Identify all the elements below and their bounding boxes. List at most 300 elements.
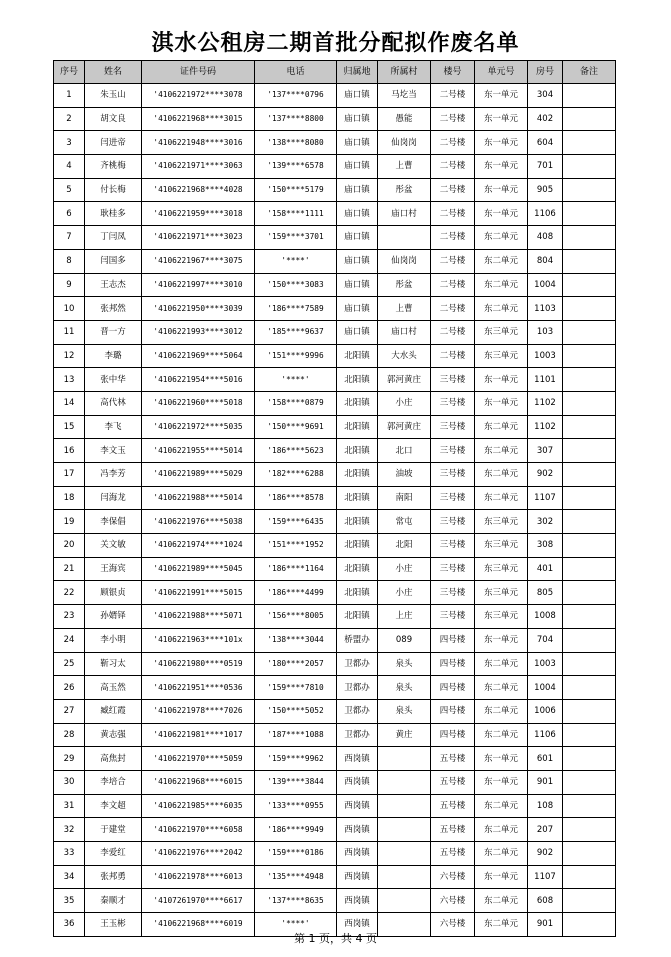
name-cell: 李璐 [85, 344, 142, 368]
name-cell: 于建堂 [85, 818, 142, 842]
unit-cell: 东一单元 [475, 84, 528, 108]
unit-cell: 东三单元 [475, 557, 528, 581]
region-cell: 北阳镇 [337, 368, 378, 392]
village-cell [378, 889, 431, 913]
remark-cell [563, 84, 616, 108]
seq-cell: 27 [54, 699, 85, 723]
seq-cell: 36 [54, 913, 85, 937]
building-cell: 四号楼 [431, 628, 475, 652]
table-row [54, 273, 616, 297]
region-cell: 庙口镇 [337, 320, 378, 344]
id-number-cell: '4106221972****5035 [142, 415, 255, 439]
unit-cell: 东一单元 [475, 107, 528, 131]
unit-cell: 东二单元 [475, 249, 528, 273]
phone-cell: '159****3701 [255, 226, 337, 250]
remark-cell [563, 273, 616, 297]
unit-cell: 东二单元 [475, 699, 528, 723]
room-cell: 804 [528, 249, 563, 273]
village-cell [378, 865, 431, 889]
name-cell: 李培合 [85, 770, 142, 794]
room-cell: 905 [528, 178, 563, 202]
region-cell: 北阳镇 [337, 439, 378, 463]
seq-cell: 19 [54, 510, 85, 534]
building-cell: 三号楼 [431, 581, 475, 605]
id-number-cell: '4106221948****3016 [142, 131, 255, 155]
id-number-cell: '4106221981****1017 [142, 723, 255, 747]
seq-cell: 17 [54, 463, 85, 487]
table-body [54, 84, 616, 937]
room-cell: 1106 [528, 202, 563, 226]
allocation-table [53, 60, 616, 937]
id-number-cell: '4106221976****2042 [142, 842, 255, 866]
seq-cell: 13 [54, 368, 85, 392]
table-row [54, 439, 616, 463]
village-cell: 庙口村 [378, 320, 431, 344]
room-cell: 1004 [528, 273, 563, 297]
building-cell: 五号楼 [431, 770, 475, 794]
seq-cell: 33 [54, 842, 85, 866]
seq-cell: 31 [54, 794, 85, 818]
region-cell: 北阳镇 [337, 486, 378, 510]
name-cell: 齐桃梅 [85, 155, 142, 179]
table-row [54, 557, 616, 581]
column-header: 单元号 [475, 61, 528, 84]
unit-cell: 东一单元 [475, 747, 528, 771]
phone-cell: '150****3083 [255, 273, 337, 297]
name-cell: 闫国多 [85, 249, 142, 273]
seq-cell: 30 [54, 770, 85, 794]
phone-cell: '180****2057 [255, 652, 337, 676]
name-cell: 李小明 [85, 628, 142, 652]
remark-cell [563, 131, 616, 155]
village-cell: 常屯 [378, 510, 431, 534]
region-cell: 北阳镇 [337, 605, 378, 629]
phone-cell: '137****8800 [255, 107, 337, 131]
name-cell: 朱玉山 [85, 84, 142, 108]
village-cell: 油坡 [378, 463, 431, 487]
room-cell: 1008 [528, 605, 563, 629]
id-number-cell: '4106221971****3023 [142, 226, 255, 250]
phone-cell: '182****6288 [255, 463, 337, 487]
remark-cell [563, 676, 616, 700]
unit-cell: 东三单元 [475, 320, 528, 344]
id-number-cell: '4106221978****7026 [142, 699, 255, 723]
building-cell: 二号楼 [431, 344, 475, 368]
remark-cell [563, 794, 616, 818]
phone-cell: '****' [255, 249, 337, 273]
building-cell: 三号楼 [431, 391, 475, 415]
building-cell: 二号楼 [431, 297, 475, 321]
unit-cell: 东二单元 [475, 463, 528, 487]
region-cell: 卫都办 [337, 652, 378, 676]
region-cell: 西岗镇 [337, 865, 378, 889]
id-number-cell: '4106221968****4028 [142, 178, 255, 202]
table-row [54, 605, 616, 629]
remark-cell [563, 510, 616, 534]
page-footer: 第 1 页，共 4 页 [294, 932, 377, 945]
phone-cell: '135****4948 [255, 865, 337, 889]
table-row [54, 368, 616, 392]
remark-cell [563, 202, 616, 226]
region-cell: 北阳镇 [337, 534, 378, 558]
remark-cell [563, 297, 616, 321]
room-cell: 601 [528, 747, 563, 771]
phone-cell: '186****9949 [255, 818, 337, 842]
unit-cell: 东一单元 [475, 628, 528, 652]
id-number-cell: '4106221988****5071 [142, 605, 255, 629]
village-cell: 大水头 [378, 344, 431, 368]
unit-cell: 东二单元 [475, 794, 528, 818]
remark-cell [563, 226, 616, 250]
phone-cell: '139****3844 [255, 770, 337, 794]
table-row [54, 510, 616, 534]
name-cell: 冯李芳 [85, 463, 142, 487]
table-row [54, 131, 616, 155]
name-cell: 李文玉 [85, 439, 142, 463]
region-cell: 庙口镇 [337, 131, 378, 155]
room-cell: 1107 [528, 486, 563, 510]
building-cell: 二号楼 [431, 273, 475, 297]
room-cell: 1102 [528, 391, 563, 415]
id-number-cell: '4106221967****3075 [142, 249, 255, 273]
region-cell: 西岗镇 [337, 770, 378, 794]
room-cell: 308 [528, 534, 563, 558]
phone-cell: '139****6578 [255, 155, 337, 179]
name-cell: 顾银贞 [85, 581, 142, 605]
phone-cell: '150****5052 [255, 699, 337, 723]
building-cell: 三号楼 [431, 463, 475, 487]
name-cell: 李爱红 [85, 842, 142, 866]
table-row [54, 889, 616, 913]
building-cell: 三号楼 [431, 368, 475, 392]
id-number-cell: '4106221968****6019 [142, 913, 255, 937]
seq-cell: 9 [54, 273, 85, 297]
region-cell: 卫都办 [337, 699, 378, 723]
region-cell: 北阳镇 [337, 415, 378, 439]
building-cell: 二号楼 [431, 249, 475, 273]
unit-cell: 东三单元 [475, 344, 528, 368]
table-row [54, 463, 616, 487]
table-row [54, 486, 616, 510]
room-cell: 408 [528, 226, 563, 250]
seq-cell: 26 [54, 676, 85, 700]
remark-cell [563, 534, 616, 558]
id-number-cell: '4106221954****5016 [142, 368, 255, 392]
table-row [54, 297, 616, 321]
table-row [54, 676, 616, 700]
name-cell: 高代林 [85, 391, 142, 415]
village-cell [378, 818, 431, 842]
building-cell: 二号楼 [431, 107, 475, 131]
remark-cell [563, 486, 616, 510]
phone-cell: '138****8080 [255, 131, 337, 155]
id-number-cell: '4106221991****5015 [142, 581, 255, 605]
remark-cell [563, 344, 616, 368]
region-cell: 北阳镇 [337, 557, 378, 581]
region-cell: 卫都办 [337, 723, 378, 747]
phone-cell: '159****0186 [255, 842, 337, 866]
table-row [54, 699, 616, 723]
table-row [54, 628, 616, 652]
unit-cell: 东三单元 [475, 581, 528, 605]
region-cell: 卫都办 [337, 676, 378, 700]
room-cell: 604 [528, 131, 563, 155]
remark-cell [563, 155, 616, 179]
id-number-cell: '4106221969****5064 [142, 344, 255, 368]
column-header: 房号 [528, 61, 563, 84]
building-cell: 五号楼 [431, 794, 475, 818]
region-cell: 北阳镇 [337, 581, 378, 605]
unit-cell: 东一单元 [475, 202, 528, 226]
remark-cell [563, 368, 616, 392]
region-cell: 庙口镇 [337, 202, 378, 226]
seq-cell: 7 [54, 226, 85, 250]
village-cell: 上庄 [378, 605, 431, 629]
column-header: 所属村 [378, 61, 431, 84]
room-cell: 108 [528, 794, 563, 818]
name-cell: 高玉然 [85, 676, 142, 700]
unit-cell: 东一单元 [475, 155, 528, 179]
room-cell: 901 [528, 913, 563, 937]
seq-cell: 35 [54, 889, 85, 913]
column-header: 归属地 [337, 61, 378, 84]
name-cell: 付长梅 [85, 178, 142, 202]
seq-cell: 25 [54, 652, 85, 676]
id-number-cell: '4106221972****3078 [142, 84, 255, 108]
region-cell: 桥盟办 [337, 628, 378, 652]
remark-cell [563, 178, 616, 202]
unit-cell: 东一单元 [475, 178, 528, 202]
village-cell: 上曹 [378, 155, 431, 179]
remark-cell [563, 770, 616, 794]
page-title: 淇水公租房二期首批分配拟作废名单 [151, 31, 520, 56]
region-cell: 西岗镇 [337, 818, 378, 842]
id-number-cell: '4106221985****6035 [142, 794, 255, 818]
unit-cell: 东二单元 [475, 842, 528, 866]
region-cell: 庙口镇 [337, 249, 378, 273]
id-number-cell: '4107261970****6617 [142, 889, 255, 913]
village-cell: 南阳 [378, 486, 431, 510]
seq-cell: 8 [54, 249, 85, 273]
column-header: 电话 [255, 61, 337, 84]
phone-cell: '150****5179 [255, 178, 337, 202]
seq-cell: 5 [54, 178, 85, 202]
name-cell: 丁闫凤 [85, 226, 142, 250]
remark-cell [563, 439, 616, 463]
id-number-cell: '4106221988****5014 [142, 486, 255, 510]
remark-cell [563, 628, 616, 652]
room-cell: 304 [528, 84, 563, 108]
building-cell: 三号楼 [431, 557, 475, 581]
room-cell: 207 [528, 818, 563, 842]
room-cell: 901 [528, 770, 563, 794]
table-row [54, 226, 616, 250]
village-cell [378, 842, 431, 866]
name-cell: 张邦然 [85, 297, 142, 321]
remark-cell [563, 581, 616, 605]
unit-cell: 东二单元 [475, 415, 528, 439]
unit-cell: 东二单元 [475, 913, 528, 937]
name-cell: 晋一方 [85, 320, 142, 344]
village-cell: 泉头 [378, 652, 431, 676]
table-row [54, 770, 616, 794]
remark-cell [563, 107, 616, 131]
room-cell: 1106 [528, 723, 563, 747]
phone-cell: '133****0955 [255, 794, 337, 818]
remark-cell [563, 391, 616, 415]
seq-cell: 23 [54, 605, 85, 629]
id-number-cell: '4106221951****0536 [142, 676, 255, 700]
building-cell: 六号楼 [431, 865, 475, 889]
building-cell: 二号楼 [431, 84, 475, 108]
village-cell: 马圪当 [378, 84, 431, 108]
village-cell: 泉头 [378, 699, 431, 723]
unit-cell: 东二单元 [475, 676, 528, 700]
table-row [54, 107, 616, 131]
village-cell: 小庄 [378, 581, 431, 605]
building-cell: 三号楼 [431, 534, 475, 558]
id-number-cell: '4106221993****3012 [142, 320, 255, 344]
table-row [54, 794, 616, 818]
table-row [54, 249, 616, 273]
id-number-cell: '4106221978****6013 [142, 865, 255, 889]
village-cell: 仙岗岗 [378, 249, 431, 273]
id-number-cell: '4106221968****6015 [142, 770, 255, 794]
village-cell: 小庄 [378, 557, 431, 581]
building-cell: 二号楼 [431, 131, 475, 155]
id-number-cell: '4106221970****5059 [142, 747, 255, 771]
room-cell: 902 [528, 463, 563, 487]
building-cell: 二号楼 [431, 202, 475, 226]
table-row [54, 723, 616, 747]
region-cell: 北阳镇 [337, 391, 378, 415]
building-cell: 六号楼 [431, 889, 475, 913]
room-cell: 1101 [528, 368, 563, 392]
remark-cell [563, 557, 616, 581]
name-cell: 王志杰 [85, 273, 142, 297]
building-cell: 五号楼 [431, 818, 475, 842]
id-number-cell: '4106221959****3018 [142, 202, 255, 226]
column-header: 楼号 [431, 61, 475, 84]
name-cell: 张中华 [85, 368, 142, 392]
remark-cell [563, 818, 616, 842]
remark-cell [563, 865, 616, 889]
table-row [54, 842, 616, 866]
unit-cell: 东二单元 [475, 723, 528, 747]
region-cell: 庙口镇 [337, 273, 378, 297]
table-row [54, 534, 616, 558]
region-cell: 庙口镇 [337, 178, 378, 202]
region-cell: 庙口镇 [337, 84, 378, 108]
building-cell: 六号楼 [431, 913, 475, 937]
name-cell: 孙婿铎 [85, 605, 142, 629]
room-cell: 402 [528, 107, 563, 131]
id-number-cell: '4106221968****3015 [142, 107, 255, 131]
seq-cell: 2 [54, 107, 85, 131]
village-cell: 北阳 [378, 534, 431, 558]
name-cell: 李飞 [85, 415, 142, 439]
phone-cell: '186****8578 [255, 486, 337, 510]
unit-cell: 东一单元 [475, 865, 528, 889]
table-row [54, 747, 616, 771]
village-cell [378, 226, 431, 250]
phone-cell: '138****3044 [255, 628, 337, 652]
id-number-cell: '4106221960****5018 [142, 391, 255, 415]
name-cell: 闫进帝 [85, 131, 142, 155]
room-cell: 1103 [528, 297, 563, 321]
unit-cell: 东三单元 [475, 534, 528, 558]
id-number-cell: '4106221976****5038 [142, 510, 255, 534]
building-cell: 二号楼 [431, 320, 475, 344]
seq-cell: 1 [54, 84, 85, 108]
phone-cell: '159****9962 [255, 747, 337, 771]
id-number-cell: '4106221950****3039 [142, 297, 255, 321]
building-cell: 四号楼 [431, 699, 475, 723]
village-cell: 089 [378, 628, 431, 652]
room-cell: 1003 [528, 344, 563, 368]
unit-cell: 东一单元 [475, 391, 528, 415]
seq-cell: 16 [54, 439, 85, 463]
village-cell [378, 770, 431, 794]
table-row [54, 202, 616, 226]
room-cell: 701 [528, 155, 563, 179]
table-row [54, 818, 616, 842]
id-number-cell: '4106221963****101x [142, 628, 255, 652]
column-header: 姓名 [85, 61, 142, 84]
table-row [54, 415, 616, 439]
phone-cell: '187****1088 [255, 723, 337, 747]
unit-cell: 东二单元 [475, 297, 528, 321]
village-cell: 北口 [378, 439, 431, 463]
column-header: 备注 [563, 61, 616, 84]
village-cell: 郭河黄庄 [378, 368, 431, 392]
phone-cell: '****' [255, 368, 337, 392]
region-cell: 庙口镇 [337, 155, 378, 179]
unit-cell: 东一单元 [475, 770, 528, 794]
phone-cell: '159****6435 [255, 510, 337, 534]
seq-cell: 24 [54, 628, 85, 652]
building-cell: 三号楼 [431, 605, 475, 629]
phone-cell: '186****7589 [255, 297, 337, 321]
phone-cell: '****' [255, 913, 337, 937]
table-row [54, 320, 616, 344]
table-row [54, 344, 616, 368]
room-cell: 302 [528, 510, 563, 534]
seq-cell: 14 [54, 391, 85, 415]
phone-cell: '186****5623 [255, 439, 337, 463]
unit-cell: 东二单元 [475, 652, 528, 676]
room-cell: 1003 [528, 652, 563, 676]
room-cell: 608 [528, 889, 563, 913]
table-row [54, 178, 616, 202]
name-cell: 闫海龙 [85, 486, 142, 510]
phone-cell: '137****8635 [255, 889, 337, 913]
region-cell: 北阳镇 [337, 510, 378, 534]
remark-cell [563, 415, 616, 439]
table-row [54, 391, 616, 415]
remark-cell [563, 699, 616, 723]
name-cell: 黄志强 [85, 723, 142, 747]
building-cell: 二号楼 [431, 178, 475, 202]
name-cell: 王海宾 [85, 557, 142, 581]
building-cell: 三号楼 [431, 510, 475, 534]
village-cell: 郭河黄庄 [378, 415, 431, 439]
name-cell: 胡文良 [85, 107, 142, 131]
building-cell: 三号楼 [431, 415, 475, 439]
seq-cell: 20 [54, 534, 85, 558]
unit-cell: 东二单元 [475, 273, 528, 297]
phone-cell: '185****9637 [255, 320, 337, 344]
